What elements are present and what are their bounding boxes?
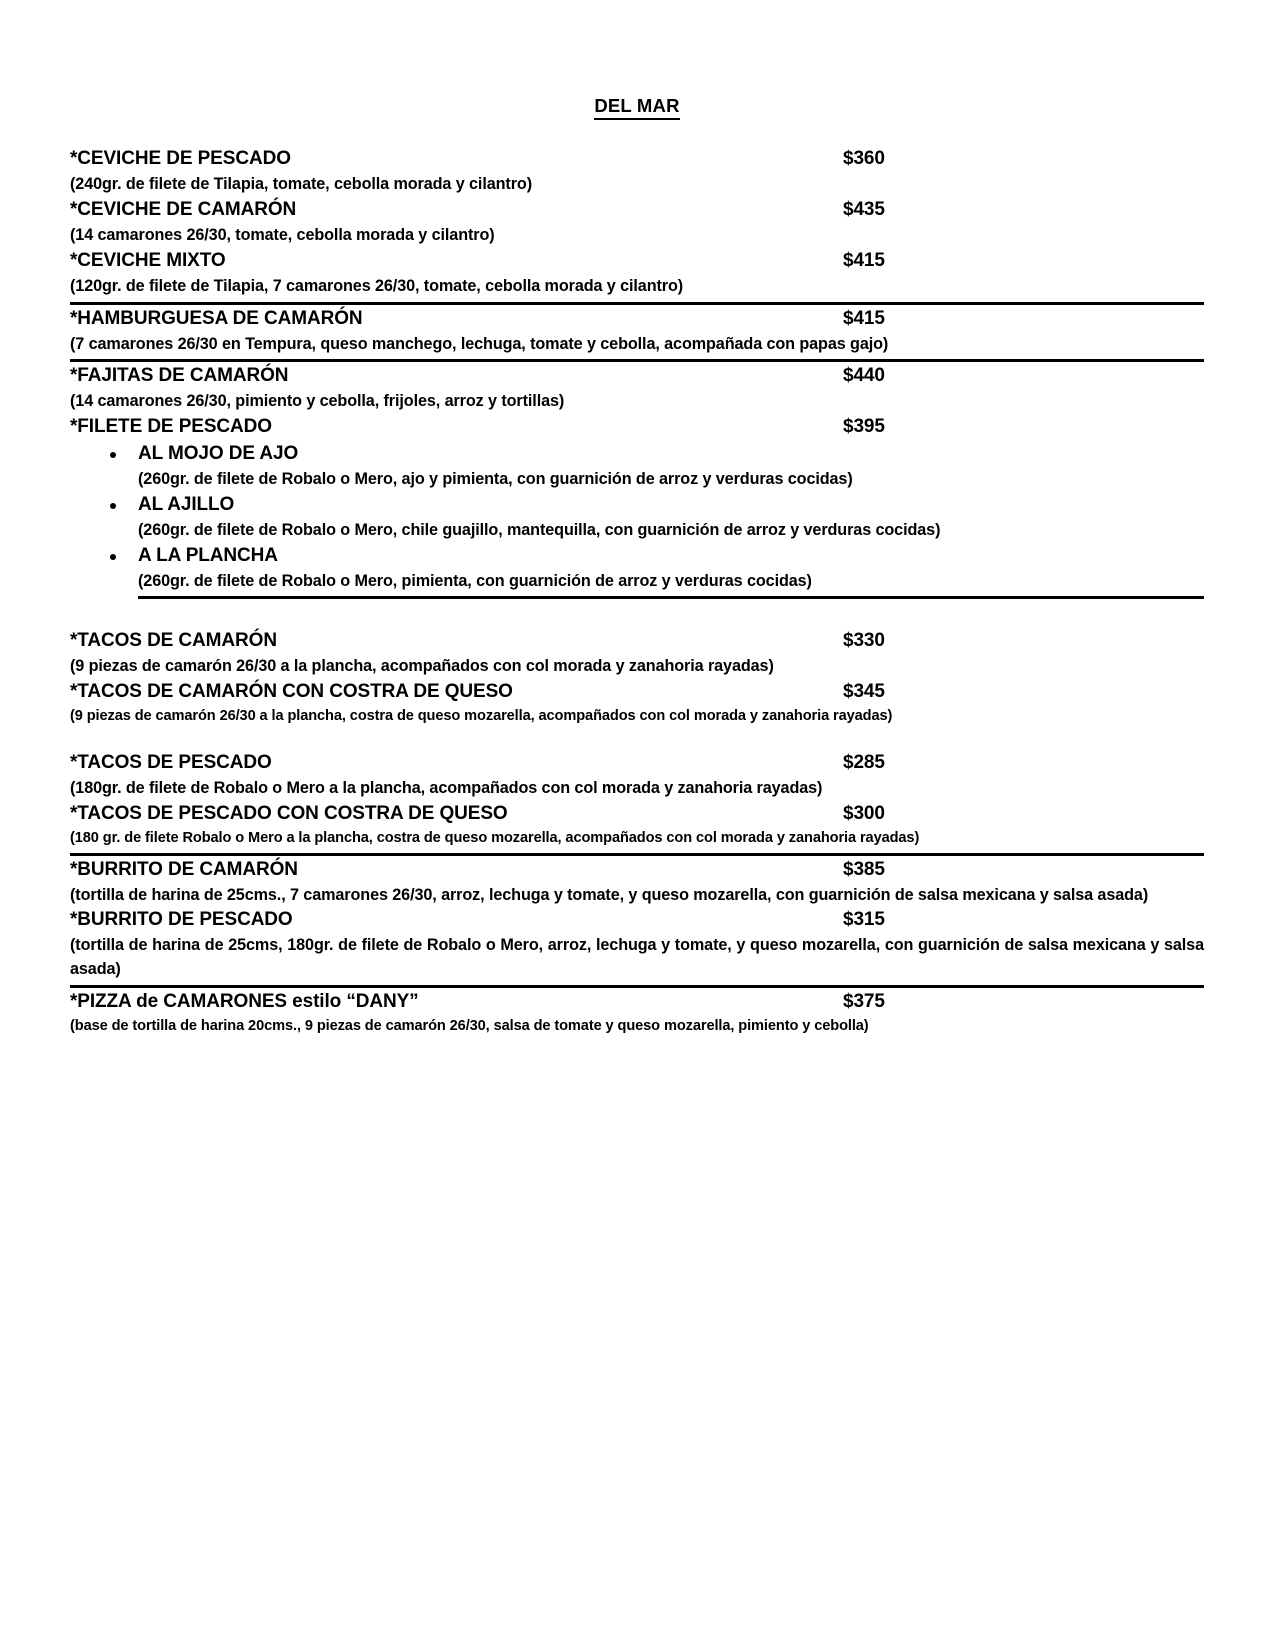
menu-item-line: [70, 857, 1204, 884]
menu-item: [70, 248, 1204, 299]
menu-item-price: $385: [843, 858, 885, 880]
menu-item-price: $360: [843, 148, 885, 170]
menu-item-description: (120gr. de filete de Tilapia, 7 camarones 26/30, tomate, cebolla morada y cilantro): [70, 276, 684, 295]
menu-item-line: [70, 306, 1204, 333]
menu-item-description: (9 piezas de camarón 26/30 a la plancha, costra de queso mozarella, acompañados con col morada y zanahoria rayadas): [70, 708, 893, 725]
menu-item: [70, 907, 1204, 982]
menu-item-line: [70, 989, 1204, 1016]
menu-item-name: *TACOS DE PESCADO: [70, 752, 272, 774]
menu-item-description: (180 gr. de filete Robalo o Mero a la plancha, costra de queso mozarella, acompañados con col morada y zanahoria rayadas): [70, 829, 920, 846]
menu-item-description: (9 piezas de camarón 26/30 a la plancha, acompañados con col morada y zanahoria rayadas): [70, 657, 774, 676]
menu-option-label: AL AJILLO: [138, 493, 235, 515]
menu-item-price: $300: [843, 802, 885, 824]
menu-item-name: *TACOS DE PESCADO CON COSTRA DE QUESO: [70, 802, 508, 824]
menu-option: [70, 492, 1204, 543]
section-divider: [70, 985, 1204, 988]
menu-item-name: *TACOS DE CAMARÓN: [70, 630, 277, 652]
menu-item-description: (180gr. de filete de Robalo o Mero a la plancha, acompañados con col morada y zanahoria rayadas): [70, 779, 823, 798]
section-divider: [70, 359, 1204, 362]
menu-item-description: (7 camarones 26/30 en Tempura, queso manchego, lechuga, tomate y cebolla, acompañada con papas gajo): [70, 334, 889, 353]
menu-item-description: (14 camarones 26/30, tomate, cebolla morada y cilantro): [70, 225, 495, 244]
menu-item-price: $415: [843, 307, 885, 329]
bullet-icon: [110, 452, 116, 458]
menu-item-name: *HAMBURGUESA DE CAMARÓN: [70, 307, 363, 329]
menu-item-description: (base de tortilla de harina 20cms., 9 piezas de camarón 26/30, salsa de tomate y queso mozarella, pimiento y cebolla): [70, 1018, 869, 1035]
menu-item-price: $345: [843, 681, 885, 703]
menu-item-price: $315: [843, 909, 885, 931]
menu-item-name: *PIZZA de CAMARONES estilo “DANY”: [70, 991, 419, 1013]
section-divider: [138, 596, 1204, 599]
menu-item-price: $440: [843, 365, 885, 387]
menu-option-description: (260gr. de filete de Robalo o Mero, chile guajillo, mantequilla, con guarnición de arroz y verduras cocidas): [138, 520, 941, 539]
section-divider: [70, 302, 1204, 305]
menu-item-line: [70, 363, 1204, 390]
menu-item-line: [70, 146, 1204, 173]
spacer: [70, 600, 1204, 628]
menu-item: [70, 989, 1204, 1038]
menu-item-price: $395: [843, 416, 885, 438]
section-divider: [70, 853, 1204, 856]
menu-item: [70, 857, 1204, 908]
menu-item-description: (14 camarones 26/30, pimiento y cebolla, frijoles, arroz y tortillas): [70, 392, 565, 411]
menu-item-price: $285: [843, 752, 885, 774]
menu-item-description: (240gr. de filete de Tilapia, tomate, cebolla morada y cilantro): [70, 175, 532, 194]
menu-item-line: [70, 248, 1204, 275]
menu-item-line: [70, 628, 1204, 655]
menu-option-description: (260gr. de filete de Robalo o Mero, pimienta, con guarnición de arroz y verduras cocidas): [138, 571, 812, 590]
menu-item-description: (tortilla de harina de 25cms, 180gr. de filete de Robalo o Mero, arroz, lechuga y tomate, y queso mozarella, con guarnición de salsa mexicana y salsa asada): [70, 936, 1204, 979]
menu-item-options: [70, 441, 1204, 593]
menu-item-line: [70, 750, 1204, 777]
menu-option: [70, 441, 1204, 492]
menu-option: [70, 543, 1204, 594]
menu-item: [70, 306, 1204, 357]
menu-item: [70, 146, 1204, 197]
menu-item-description: (tortilla de harina de 25cms., 7 camarones 26/30, arroz, lechuga y tomate, y queso mozarella, con guarnición de salsa mexicana y salsa asada): [70, 885, 1149, 904]
menu-item: [70, 679, 1204, 728]
menu-item: [70, 414, 1204, 593]
section-title: DEL MAR: [594, 95, 679, 120]
menu-option-description: (260gr. de filete de Robalo o Mero, ajo y pimienta, con guarnición de arroz y verduras cocidas): [138, 470, 853, 489]
menu-item: [70, 801, 1204, 850]
menu-item-name: *BURRITO DE CAMARÓN: [70, 858, 298, 880]
menu-item: [70, 628, 1204, 679]
menu-option-label: A LA PLANCHA: [138, 544, 278, 566]
menu-item-line: [70, 414, 1204, 441]
menu-item: [70, 363, 1204, 414]
menu-item-price: $415: [843, 249, 885, 271]
menu-item-price: $375: [843, 991, 885, 1013]
menu-item-line: [70, 801, 1204, 828]
section-title-row: [70, 95, 1204, 120]
menu-item-name: *FILETE DE PESCADO: [70, 416, 272, 438]
menu-item-line: [70, 907, 1204, 934]
menu-option-label: AL MOJO DE AJO: [138, 443, 299, 465]
menu-item-line: [70, 197, 1204, 224]
menu-item: [70, 750, 1204, 801]
menu-item-name: *TACOS DE CAMARÓN CON COSTRA DE QUESO: [70, 681, 513, 703]
spacer: [70, 728, 1204, 750]
menu-item: [70, 197, 1204, 248]
menu-content: [70, 95, 1204, 1038]
bullet-icon: [110, 554, 116, 560]
menu-item-name: *BURRITO DE PESCADO: [70, 909, 293, 931]
bullet-icon: [110, 503, 116, 509]
menu-item-line: [70, 679, 1204, 706]
menu-item-name: *CEVICHE DE PESCADO: [70, 148, 291, 170]
menu-item-name: *CEVICHE MIXTO: [70, 249, 226, 271]
menu-item-name: *CEVICHE DE CAMARÓN: [70, 198, 297, 220]
menu-item-name: *FAJITAS DE CAMARÓN: [70, 365, 289, 387]
menu-item-price: $435: [843, 198, 885, 220]
menu-item-price: $330: [843, 630, 885, 652]
